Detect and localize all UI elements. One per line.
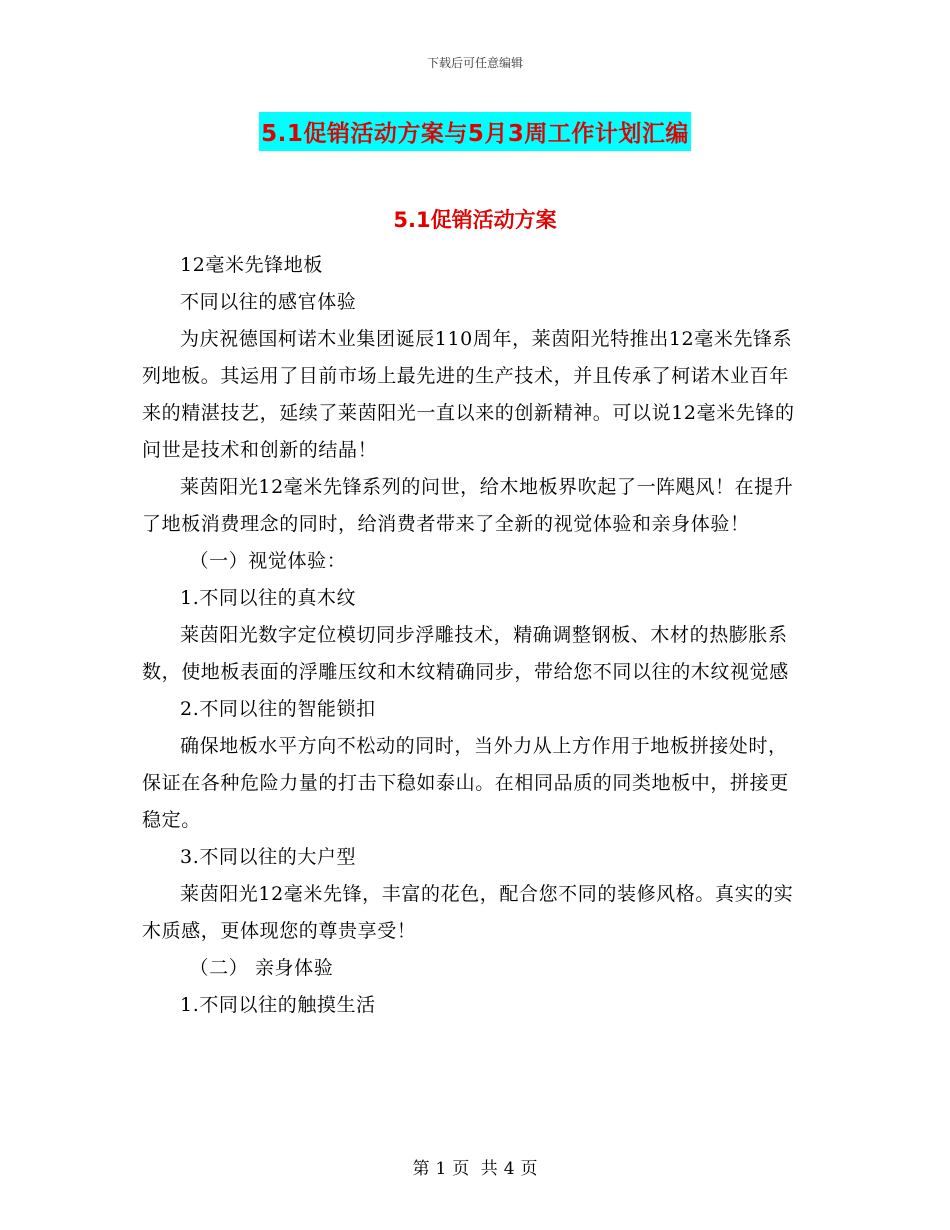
document-body	[142, 247, 806, 1024]
footer-mid: 页 共	[452, 1159, 498, 1179]
paragraph-impact: 莱茵阳光12毫米先锋系列的问世，给木地板界吹起了一阵飓风！在提升了地板消费理念的同时，给消费者带来了全新的视觉体验和亲身体验！	[142, 476, 794, 535]
page-footer	[0, 1154, 950, 1179]
footer-prefix: 第	[412, 1159, 430, 1179]
heading-smart-lock: 2.不同以往的智能锁扣	[180, 698, 376, 720]
main-title-container	[0, 112, 950, 151]
footer-suffix: 页	[520, 1159, 538, 1179]
paragraph-smart-lock: 确保地板水平方向不松动的同时，当外力从上方作用于地板拼接处时，保证在各种危险力量的打击下稳如泰山。在相同品质的同类地板中，拼接更稳定。	[142, 735, 789, 831]
heading-large-format: 3.不同以往的大户型	[180, 846, 357, 868]
main-title: 5.1促销活动方案与5月3周工作计划汇编	[259, 112, 691, 151]
footer-current-page: 1	[435, 1159, 447, 1179]
header-note: 下载后可任意编辑	[426, 56, 523, 70]
paragraph-intro: 为庆祝德国柯诺木业集团诞辰110周年，莱茵阳光特推出12毫米先锋系列地板。其运用了目前市场上最先进的生产技术，并且传承了柯诺木业百年来的精湛技艺，延续了莱茵阳光一直以来的创新精神。可以说12毫米先锋的问世是技术和创新的结晶！	[142, 328, 795, 461]
heading-touch-life: 1.不同以往的触摸生活	[180, 994, 376, 1016]
paragraph-wood-grain: 莱茵阳光数字定位模切同步浮雕技术，精确调整钢板、木材的热膨胀系数，使地板表面的浮雕压纹和木纹精确同步，带给您不同以往的木纹视觉感	[142, 624, 789, 683]
heading-visual-experience: （一）视觉体验：	[189, 550, 347, 572]
section-title: 5.1促销活动方案	[393, 208, 557, 232]
footer-total-pages: 4	[503, 1159, 515, 1179]
heading-hands-on-experience: （二） 亲身体验	[189, 957, 334, 979]
paragraph-product-name: 12毫米先锋地板	[180, 254, 323, 276]
heading-wood-grain: 1.不同以往的真木纹	[180, 587, 357, 609]
paragraph-large-format: 莱茵阳光12毫米先锋，丰富的花色，配合您不同的装修风格。真实的实木质感，更体现您的尊贵享受！	[142, 883, 794, 942]
paragraph-tagline: 不同以往的感官体验	[180, 291, 357, 313]
